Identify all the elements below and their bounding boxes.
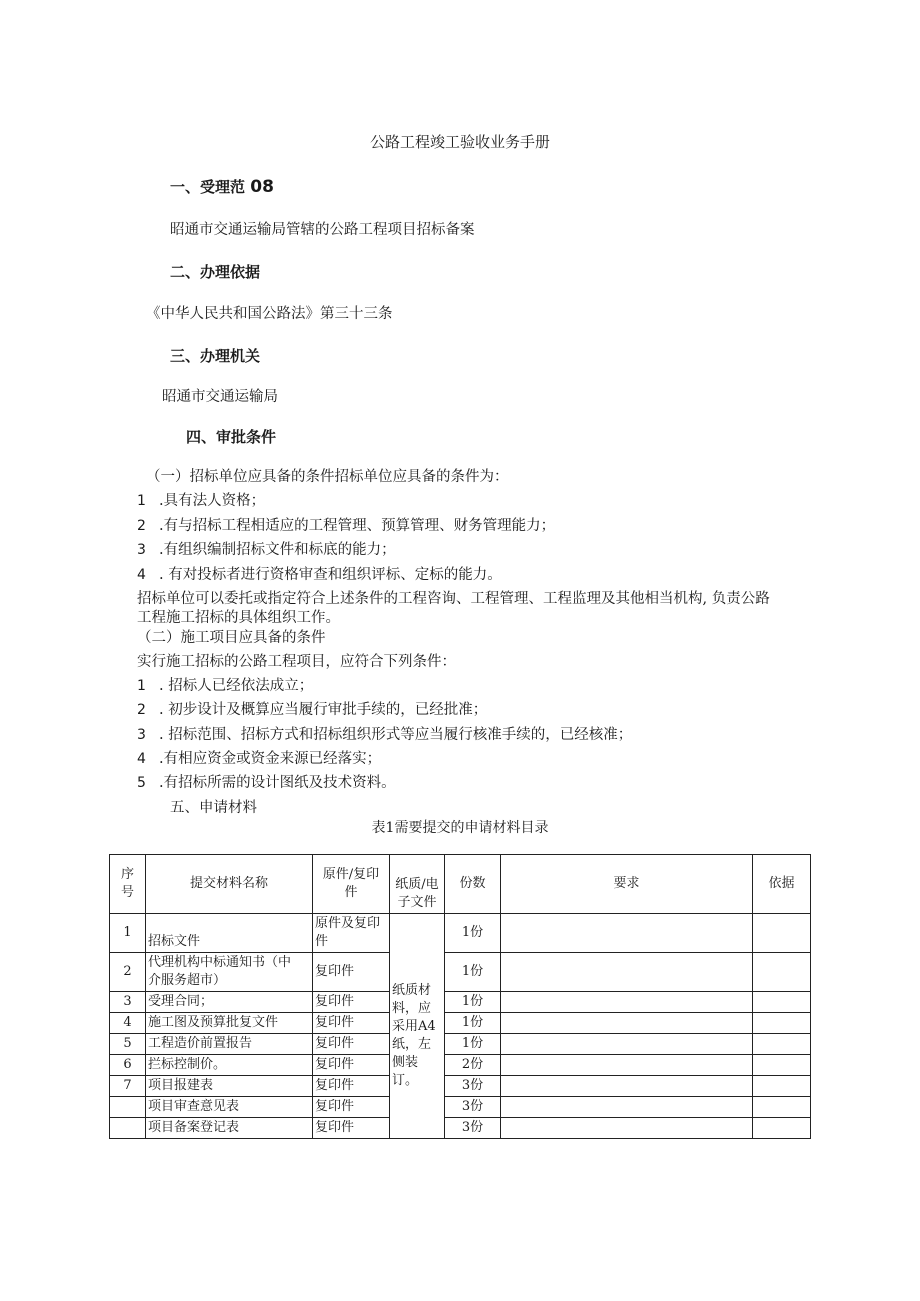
cell-type — [313, 914, 390, 953]
list-item-number: 2 — [137, 702, 146, 718]
materials-table — [109, 854, 811, 1139]
cell-copies: 3份 — [445, 1076, 501, 1097]
cell-requirement — [501, 1097, 753, 1118]
table-row — [110, 1034, 811, 1055]
cell-type: 复印件 — [313, 1097, 390, 1118]
table-row — [110, 992, 811, 1013]
table-row — [110, 914, 811, 953]
section-4-heading: 四、审批条件 — [186, 428, 277, 446]
document-title: 公路工程竣工验收业务手册 — [369, 133, 550, 151]
list-item-text: . 招标人已经依法成立； — [159, 678, 314, 694]
cell-seq: 7 — [110, 1076, 146, 1097]
cell-basis — [753, 953, 811, 992]
list-item-number: 3 — [137, 542, 146, 558]
section-3-heading: 三、办理机关 — [170, 347, 261, 365]
list-item-number: 5 — [137, 775, 146, 791]
table-row — [110, 1076, 811, 1097]
cell-basis — [753, 1118, 811, 1139]
list-item — [137, 489, 265, 510]
section-4-subheading-2-intro: 实行施工招标的公路工程项目，应符合下列条件： — [137, 654, 456, 670]
header-seq-line2: 号 — [120, 885, 134, 900]
cell-seq — [110, 1097, 146, 1118]
cell-seq: 3 — [110, 992, 146, 1013]
media-line: 订。 — [392, 1072, 419, 1088]
cell-name: 项目备案登记表 — [146, 1118, 313, 1139]
section-1-body: 昭通市交通运输局管辖的公路工程项目招标备案 — [170, 222, 475, 238]
paragraph-line-1: 招标单位可以委托或指定符合上述条件的工程咨询、工程管理、工程监理及其他相当机构, 负责公路 — [137, 591, 770, 607]
cell-type: 复印件 — [313, 1076, 390, 1097]
cell-requirement — [501, 1034, 753, 1055]
cell-seq: 2 — [110, 953, 146, 992]
section-2-heading: 二、办理依据 — [170, 263, 261, 281]
list-item-number: 4 — [137, 567, 146, 583]
table-caption: 表1需要提交的申请材料目录 — [371, 820, 549, 836]
section-4-subheading-1: （一）招标单位应具备的条件招标单位应具备的条件为： — [146, 469, 509, 485]
cell-copies: 1份 — [445, 1013, 501, 1034]
section-1-heading-text: 一、受理范 — [170, 178, 246, 196]
cell-type: 复印件 — [313, 1118, 390, 1139]
list-item-text: .具有法人资格； — [159, 493, 266, 509]
cell-copies: 3份 — [445, 1097, 501, 1118]
cell-name — [146, 953, 313, 992]
cell-copies: 1份 — [445, 992, 501, 1013]
cell-basis — [753, 914, 811, 953]
header-type-line2: 件 — [344, 885, 358, 900]
cell-requirement — [501, 992, 753, 1013]
list-item — [137, 771, 396, 792]
table-row — [110, 1097, 811, 1118]
list-item — [137, 698, 487, 719]
section-4-subheading-2: （二）施工项目应具备的条件 — [137, 630, 326, 646]
cell-name: 施工图及预算批复文件 — [146, 1013, 313, 1034]
cell-name: 招标文件 — [146, 914, 313, 953]
header-name: 提交材料名称 — [146, 855, 313, 914]
cell-type: 复印件 — [313, 1055, 390, 1076]
cell-basis — [753, 1055, 811, 1076]
cell-requirement — [501, 953, 753, 992]
media-line: 料，应 — [392, 1000, 432, 1016]
list-item-text: . 招标范围、招标方式和招标组织形式等应当履行核准手续的，已经核准； — [159, 727, 633, 743]
list-item-text: .有相应资金或资金来源已经落实； — [159, 751, 382, 767]
cell-seq — [110, 1118, 146, 1139]
cell-seq: 6 — [110, 1055, 146, 1076]
cell-type: 复印件 — [313, 1034, 390, 1055]
list-item-number: 1 — [137, 678, 146, 694]
cell-requirement — [501, 1118, 753, 1139]
section-3-body: 昭通市交通运输局 — [162, 389, 278, 405]
cell-copies: 1份 — [445, 953, 501, 992]
cell-type-line1: 原件及复印 — [315, 916, 381, 931]
media-line: 纸，左 — [392, 1036, 432, 1052]
header-seq — [110, 855, 146, 914]
media-line: 侧装 — [392, 1054, 419, 1070]
table-row — [110, 1013, 811, 1034]
section-1-heading — [170, 176, 274, 197]
paragraph-line-2: 工程施工招标的具体组织工作。 — [137, 610, 340, 626]
list-item — [137, 514, 555, 535]
cell-copies: 1份 — [445, 914, 501, 953]
cell-basis — [753, 992, 811, 1013]
list-item-text: .有组织编制招标文件和标底的能力； — [159, 542, 396, 558]
cell-type: 复印件 — [313, 1013, 390, 1034]
table-header-row — [110, 855, 811, 914]
header-media-line2: 子文件 — [397, 895, 437, 910]
list-item-text: . 初步设计及概算应当履行审批手续的，已经批准； — [159, 702, 488, 718]
section-1-heading-number: 08 — [250, 177, 274, 197]
list-item — [137, 674, 313, 695]
section-5-heading: 五、申请材料 — [170, 800, 257, 816]
list-item — [137, 538, 396, 559]
cell-copies: 3份 — [445, 1118, 501, 1139]
cell-copies: 1份 — [445, 1034, 501, 1055]
cell-name-line2: 介服务超市） — [148, 973, 227, 988]
cell-requirement — [501, 914, 753, 953]
cell-requirement — [501, 1055, 753, 1076]
list-item-number: 3 — [137, 727, 146, 743]
header-seq-line1: 序 — [120, 867, 134, 882]
media-line: 采用A4 — [392, 1018, 436, 1034]
cell-seq: 1 — [110, 914, 146, 953]
media-line: 纸质材 — [392, 982, 432, 998]
list-item-number: 1 — [137, 493, 146, 509]
cell-name-line1: 代理机构中标通知书（中 — [148, 955, 292, 970]
header-type-line1: 原件/复印 — [322, 867, 380, 882]
list-item-text: . 有对投标者进行资格审查和组织评标、定标的能力。 — [159, 567, 502, 583]
header-media-line1: 纸质/电 — [395, 877, 439, 892]
list-item-number: 4 — [137, 751, 146, 767]
table-row — [110, 953, 811, 992]
cell-basis — [753, 1013, 811, 1034]
header-basis: 依据 — [753, 855, 811, 914]
list-item — [137, 563, 502, 584]
list-item-text: .有与招标工程相适应的工程管理、预算管理、财务管理能力； — [159, 518, 556, 534]
cell-name: 工程造价前置报告 — [146, 1034, 313, 1055]
list-item-number: 2 — [137, 518, 146, 534]
list-item — [137, 723, 632, 744]
cell-name: 拦标控制价。 — [146, 1055, 313, 1076]
section-2-body: 《中华人民共和国公路法》第三十三条 — [146, 306, 393, 322]
table-row — [110, 1055, 811, 1076]
cell-name: 项目审查意见表 — [146, 1097, 313, 1118]
cell-name: 项目报建表 — [146, 1076, 313, 1097]
cell-copies: 2份 — [445, 1055, 501, 1076]
cell-name: 受理合同； — [146, 992, 313, 1013]
cell-seq: 4 — [110, 1013, 146, 1034]
cell-basis — [753, 1076, 811, 1097]
header-copies: 份数 — [445, 855, 501, 914]
header-requirement: 要求 — [501, 855, 753, 914]
table-row — [110, 1118, 811, 1139]
cell-requirement — [501, 1076, 753, 1097]
cell-seq: 5 — [110, 1034, 146, 1055]
cell-media-merged — [390, 914, 445, 1139]
header-type — [313, 855, 390, 914]
cell-basis — [753, 1097, 811, 1118]
cell-type: 复印件 — [313, 953, 390, 992]
list-item-text: .有招标所需的设计图纸及技术资料。 — [159, 775, 396, 791]
cell-requirement — [501, 1013, 753, 1034]
cell-type-line2: 件 — [315, 934, 329, 949]
cell-type: 复印件 — [313, 992, 390, 1013]
header-media — [390, 855, 445, 914]
cell-basis — [753, 1034, 811, 1055]
list-item — [137, 747, 381, 768]
